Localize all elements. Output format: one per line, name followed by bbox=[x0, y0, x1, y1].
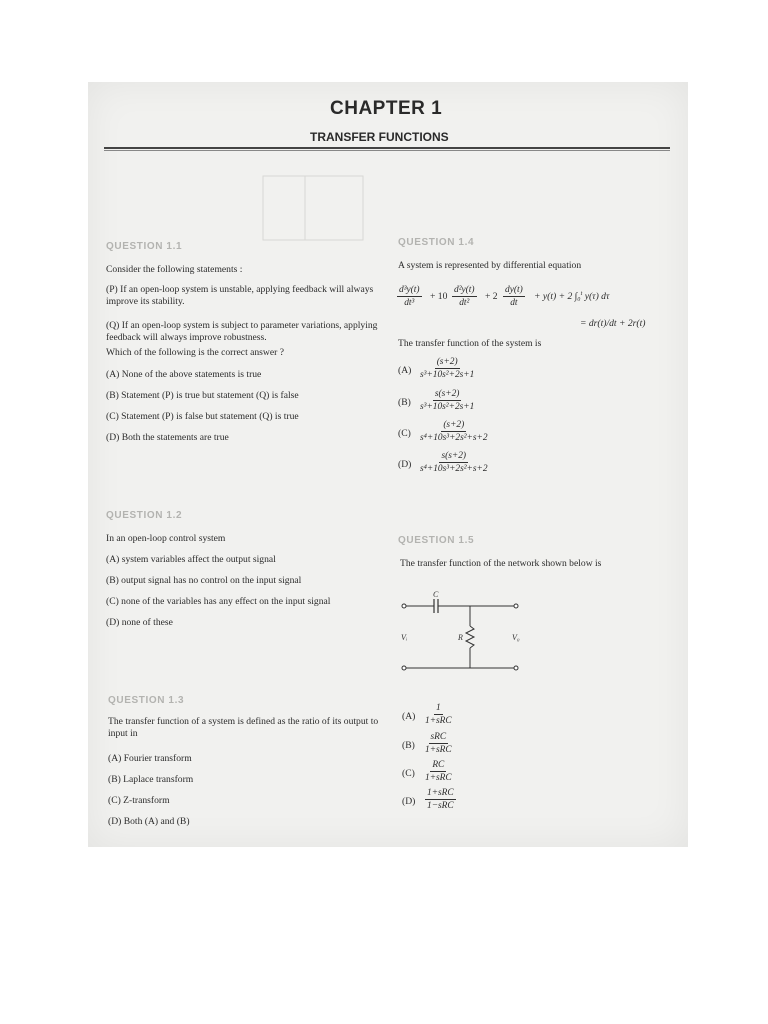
question-1-1-intro: Consider the following statements : bbox=[106, 264, 243, 275]
question-1-4-option-a-label[interactable]: (A) bbox=[398, 365, 412, 376]
question-1-4-intro: A system is represented by differential equation bbox=[398, 260, 582, 271]
output-voltage-label: V₀ bbox=[512, 633, 520, 642]
option-d-denominator: s⁴+10s³+2s²+s+2 bbox=[420, 464, 488, 474]
question-1-3-option-d[interactable]: (D) Both (A) and (B) bbox=[108, 816, 190, 827]
question-1-2-option-b[interactable]: (B) output signal has no control on the input signal bbox=[106, 575, 302, 586]
question-1-5-intro: The transfer function of the network shown below is bbox=[400, 558, 602, 569]
question-1-4-option-d[interactable] bbox=[420, 451, 488, 474]
question-1-1-option-b[interactable]: (B) Statement (P) is true but statement (Q) is false bbox=[106, 390, 299, 401]
question-1-5-option-d[interactable] bbox=[425, 788, 456, 811]
question-1-5-heading: QUESTION 1.5 bbox=[398, 535, 475, 546]
option-a-numerator: (s+2) bbox=[436, 357, 458, 367]
eq-op-1: + 10 bbox=[430, 291, 448, 302]
q5-option-a-numerator: 1 bbox=[435, 703, 441, 713]
chapter-title: CHAPTER 1 bbox=[330, 98, 443, 119]
question-1-4-option-d-label[interactable]: (D) bbox=[398, 459, 412, 470]
question-1-5-option-b[interactable] bbox=[425, 732, 452, 755]
eq-op-3: + y(t) + 2 ∫₀$^t$ y(τ) dτ bbox=[534, 291, 610, 303]
question-1-1-prompt: Which of the following is the correct answer ? bbox=[106, 347, 284, 358]
eq-rhs: = dr(t)/dt + 2r(t) bbox=[580, 318, 646, 329]
input-voltage-label: Vᵢ bbox=[401, 633, 408, 642]
question-1-4-option-b[interactable] bbox=[420, 389, 474, 412]
header-rule bbox=[104, 147, 670, 149]
question-1-3-intro: The transfer function of a system is defined as the ratio of its output to input in bbox=[108, 716, 379, 739]
question-1-3-option-b[interactable]: (B) Laplace transform bbox=[108, 774, 194, 785]
question-1-2-option-d[interactable]: (D) none of these bbox=[106, 617, 173, 628]
eq-term-d3y: $\frac{\text{d³y(t)}}{\text{dt³}}$ bbox=[399, 285, 420, 308]
question-1-1-statement-q: (Q) If an open-loop system is subject to parameter variations, applying feedback will always improve robustness. bbox=[106, 320, 378, 343]
question-1-3-heading: QUESTION 1.3 bbox=[108, 695, 185, 706]
eq-term-dy: $\frac{dy(t)}{dt}$ bbox=[505, 285, 523, 308]
question-1-2-heading: QUESTION 1.2 bbox=[106, 510, 183, 521]
question-1-3-option-a[interactable]: (A) Fourier transform bbox=[108, 753, 192, 764]
eq-op-2: + 2 bbox=[485, 291, 498, 302]
question-1-5-option-b-label[interactable]: (B) bbox=[402, 740, 415, 751]
option-d-numerator: s(s+2) bbox=[441, 451, 467, 461]
option-b-numerator: s(s+2) bbox=[434, 389, 460, 399]
option-b-denominator: s³+10s²+2s+1 bbox=[420, 402, 475, 412]
question-1-2-intro: In an open-loop control system bbox=[106, 533, 226, 544]
question-1-1-option-d[interactable]: (D) Both the statements are true bbox=[106, 432, 229, 443]
resistor-label: R bbox=[458, 633, 463, 642]
question-1-5-option-d-label[interactable]: (D) bbox=[402, 796, 416, 807]
question-1-2-option-c[interactable]: (C) none of the variables has any effect on the input signal bbox=[106, 596, 331, 607]
q5-option-c-numerator: RC bbox=[432, 760, 445, 770]
question-1-2-option-a[interactable]: (A) system variables affect the output signal bbox=[106, 554, 276, 565]
question-1-1-heading: QUESTION 1.1 bbox=[106, 241, 183, 252]
question-1-4-heading: QUESTION 1.4 bbox=[398, 237, 475, 248]
bleed-through-circuit bbox=[255, 168, 375, 248]
question-1-4-option-a[interactable] bbox=[420, 357, 474, 380]
capacitor-label: C bbox=[433, 590, 439, 599]
question-1-1-statement-p: (P) If an open-loop system is unstable, applying feedback will always improve its stability. bbox=[106, 284, 374, 307]
q5-option-b-denominator: 1+sRC bbox=[425, 745, 452, 755]
question-1-5-option-c-label[interactable]: (C) bbox=[402, 768, 415, 779]
question-1-5-option-c[interactable] bbox=[425, 760, 452, 783]
q5-option-c-denominator: 1+sRC bbox=[425, 773, 452, 783]
question-1-3-option-c[interactable]: (C) Z-transform bbox=[108, 795, 170, 806]
option-c-numerator: (s+2) bbox=[443, 420, 465, 430]
question-1-1-option-c[interactable]: (C) Statement (P) is false but statement (Q) is true bbox=[106, 411, 299, 422]
q5-option-d-numerator: 1+sRC bbox=[427, 788, 454, 798]
q5-option-a-denominator: 1+sRC bbox=[425, 716, 452, 726]
chapter-subtitle: TRANSFER FUNCTIONS bbox=[310, 130, 449, 144]
question-1-5-option-a[interactable] bbox=[425, 703, 452, 726]
question-1-5-option-a-label[interactable]: (A) bbox=[402, 711, 416, 722]
option-c-denominator: s⁴+10s³+2s²+s+2 bbox=[420, 433, 488, 443]
header-rule-thin bbox=[104, 150, 670, 151]
bleed-through-text bbox=[480, 110, 483, 121]
option-a-denominator: s³+10s²+2s+1 bbox=[420, 370, 475, 380]
eq-term-d2y: $\frac{\text{d²y(t)}}{\text{dt²}}$ bbox=[454, 285, 475, 308]
question-1-4-option-c-label[interactable]: (C) bbox=[398, 428, 411, 439]
rc-network-diagram bbox=[398, 590, 528, 680]
question-1-1-option-a[interactable]: (A) None of the above statements is true bbox=[106, 369, 262, 380]
question-1-4-prompt: The transfer function of the system is bbox=[398, 338, 542, 349]
question-1-4-option-c[interactable] bbox=[420, 420, 488, 443]
q5-option-d-denominator: 1−sRC bbox=[427, 801, 454, 811]
q5-option-b-numerator: sRC bbox=[430, 732, 447, 742]
question-1-4-option-b-label[interactable]: (B) bbox=[398, 397, 411, 408]
